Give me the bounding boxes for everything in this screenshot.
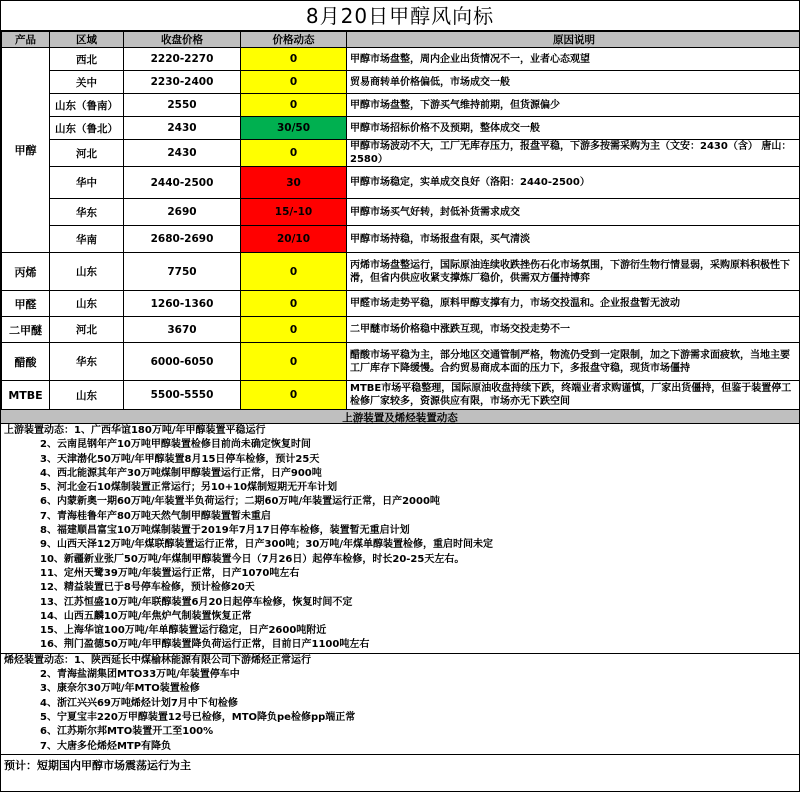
reason-cell: 贸易商转单价格偏低，市场成交一般 — [347, 71, 800, 94]
header-product: 产品 — [2, 32, 50, 48]
forecast-text: 预计：短期国内甲醇市场震荡运行为主 — [4, 758, 191, 772]
list-item: 11、定州天鹭39万吨/年装置运行正常，日产1070吨左右 — [40, 567, 300, 579]
section-title: 上游装置及烯烃装置动态 — [1, 410, 799, 424]
change-cell: 0 — [241, 140, 347, 167]
change-cell: 0 — [241, 71, 347, 94]
header-change: 价格动态 — [241, 32, 347, 48]
change-cell: 30 — [241, 167, 347, 199]
list-item: 3、天津渤化50万吨/年甲醇装置8月15日停车检修，预计25天 — [40, 453, 320, 465]
reason-cell: 甲醇市场招标价格不及预期，整体成交一般 — [347, 117, 800, 140]
header-reason: 原因说明 — [347, 32, 800, 48]
change-cell: 0 — [241, 48, 347, 71]
table-row — [2, 71, 800, 94]
price-cell: 2430 — [124, 117, 241, 140]
region-cell: 华中 — [50, 167, 124, 199]
upstream-list — [4, 424, 796, 653]
change-cell: 0 — [241, 317, 347, 343]
change-cell: 0 — [241, 291, 347, 317]
list-item: 10、新疆新业张厂50万吨/年煤制甲醇装置今日（7月26日）起停车检修，时长20-25天左右。 — [40, 553, 465, 565]
table-row — [2, 226, 800, 253]
list-item: 3、康奈尔30万吨/年MTO装置检修 — [40, 683, 200, 695]
list-item: 4、西北能源其年产30万吨煤制甲醇装置运行正常，日产900吨 — [40, 467, 322, 479]
region-cell: 关中 — [50, 71, 124, 94]
table-row — [2, 381, 800, 410]
list-item: 15、上海华谊100万吨/年单醇装置运行稳定，日产2600吨附近 — [40, 625, 327, 637]
price-table — [1, 31, 800, 410]
region-cell: 山东（鲁南） — [50, 94, 124, 117]
region-cell: 西北 — [50, 48, 124, 71]
table-row — [2, 291, 800, 317]
table-row — [2, 343, 800, 381]
price-cell: 7750 — [124, 253, 241, 291]
reason-cell: 甲醇市场买气好转，封低补货需求成交 — [347, 199, 800, 226]
price-cell: 3670 — [124, 317, 241, 343]
list-item-text: 1、广西华谊180万吨/年甲醇装置平稳运行 — [74, 425, 266, 436]
list-item: 8、福建顺昌富宝10万吨煤制装置于2019年7月17日停车检修，装置暂无重启计划 — [40, 525, 410, 537]
price-cell: 2230-2400 — [124, 71, 241, 94]
reason-cell: 甲醇市场持稳，市场报盘有限，买气清淡 — [347, 226, 800, 253]
price-cell: 2220-2270 — [124, 48, 241, 71]
list-item: 7、大唐多伦烯烃MTP有降负 — [40, 740, 172, 752]
list-item — [4, 424, 796, 438]
table-row — [2, 317, 800, 343]
region-cell: 山东（鲁北） — [50, 117, 124, 140]
reason-cell: 甲醇市场盘整，周内企业出货情况不一，业者心态观望 — [347, 48, 800, 71]
change-cell: 0 — [241, 381, 347, 410]
list-item: 5、宁夏宝丰220万甲醇装置12号已检修，MTO降负pe检修pp端正常 — [40, 711, 356, 723]
product-cell: 甲醇 — [2, 48, 50, 253]
reason-cell: 甲醇市场波动不大，工厂无库存压力，报盘平稳，下游多按需采购为主（文安：2430（含） 唐山：2580） — [347, 140, 800, 167]
region-cell: 河北 — [50, 140, 124, 167]
list-item: 6、江苏斯尔邦MTO装置开工至100% — [40, 726, 214, 738]
list-item: 16、荆门盈德50万吨/年甲醇装置降负荷运行正常，目前日产1100吨左右 — [40, 639, 370, 651]
reason-cell: 甲醇市场稳定，实单成交良好（洛阳：2440-2500） — [347, 167, 800, 199]
reason-cell: 丙烯市场盘整运行，国际原油连续收跌挫伤石化市场氛围，下游衍生物行情显弱，采购原料积极性下滑，但省内供应收紧支撑炼厂稳价，供需双方僵持博弈 — [347, 253, 800, 291]
section-label: 上游装置动态： — [4, 425, 74, 436]
list-item: 5、河北金石10煤制装置正常运行；另10+10煤制短期无开车计划 — [40, 482, 338, 494]
region-cell: 山东 — [50, 381, 124, 410]
change-cell: 0 — [241, 343, 347, 381]
product-cell: MTBE — [2, 381, 50, 410]
table-row — [2, 140, 800, 167]
region-cell: 华东 — [50, 343, 124, 381]
list-item: 2、云南昆钢年产10万吨甲醇装置检修目前尚未确定恢复时间 — [40, 439, 311, 451]
table-row — [2, 94, 800, 117]
price-cell: 6000-6050 — [124, 343, 241, 381]
product-cell: 丙烯 — [2, 253, 50, 291]
header-price: 收盘价格 — [124, 32, 241, 48]
change-cell: 30/50 — [241, 117, 347, 140]
product-cell: 甲醛 — [2, 291, 50, 317]
list-item: 4、浙江兴兴69万吨烯烃计划7月中下旬检修 — [40, 697, 238, 709]
price-cell: 1260-1360 — [124, 291, 241, 317]
region-cell: 河北 — [50, 317, 124, 343]
price-cell: 5500-5550 — [124, 381, 241, 410]
region-cell: 华南 — [50, 226, 124, 253]
price-table-body — [2, 48, 800, 410]
list-item: 13、江苏恒盛10万吨/年联醇装置6月20日起停车检修，恢复时间不定 — [40, 596, 353, 608]
upstream-notes — [1, 424, 799, 654]
reason-cell: 二甲醚市场价格稳中涨跌互现，市场交投走势不一 — [347, 317, 800, 343]
price-cell: 2690 — [124, 199, 241, 226]
list-item: 7、青海桂鲁年产80万吨天然气制甲醇装置暂未重启 — [40, 510, 271, 522]
price-cell: 2680-2690 — [124, 226, 241, 253]
price-cell: 2430 — [124, 140, 241, 167]
reason-cell: MTBE市场平稳整理，国际原油收盘持续下跌，终端业者求购谨慎，厂家出货僵持，但鉴于装置停工检修厂家较多，资源供应有限，市场亦无下跌空间 — [347, 381, 800, 410]
change-cell: 0 — [241, 94, 347, 117]
list-item: 6、内蒙新奥一期60万吨/年装置半负荷运行；二期60万吨/年装置运行正常，日产2000吨 — [40, 496, 440, 508]
region-cell: 华东 — [50, 199, 124, 226]
header-region: 区域 — [50, 32, 124, 48]
list-item-text: 1、陕西延长中煤榆林能源有限公司下游烯烃正常运行 — [74, 654, 311, 666]
table-row — [2, 48, 800, 71]
reason-cell: 醋酸市场平稳为主，部分地区交通管制严格，物流仍受到一定限制，加之下游需求面疲软，当地主要工厂库存下降缓慢。合约贸易商成本面的压力下，多报盘守稳，现货市场僵持 — [347, 343, 800, 381]
product-cell: 二甲醚 — [2, 317, 50, 343]
region-cell: 山东 — [50, 291, 124, 317]
list-item: 12、精益装置已于8号停车检修，预计检修20天 — [40, 582, 255, 594]
change-cell: 0 — [241, 253, 347, 291]
olefin-notes — [1, 654, 799, 755]
table-row — [2, 253, 800, 291]
section-label: 烯烃装置动态： — [4, 654, 74, 666]
list-item: 14、山西五麟10万吨/年焦炉气制装置恢复正常 — [40, 610, 252, 622]
reason-cell: 甲醛市场走势平稳，原料甲醇支撑有力，市场交投温和。企业报盘暂无波动 — [347, 291, 800, 317]
table-row — [2, 199, 800, 226]
change-cell: 15/-10 — [241, 199, 347, 226]
product-cell: 醋酸 — [2, 343, 50, 381]
reason-cell: 甲醇市场盘整，下游买气维持前期，但货源偏少 — [347, 94, 800, 117]
region-cell: 山东 — [50, 253, 124, 291]
table-header-row — [2, 32, 800, 48]
list-item — [4, 654, 796, 668]
price-cell: 2550 — [124, 94, 241, 117]
list-item: 9、山西天泽12万吨/年煤联醇装置运行正常，日产300吨；30万吨/年煤单醇装置检修，重启时间未定 — [40, 539, 493, 551]
page-title: 8月20日甲醇风向标 — [1, 1, 799, 31]
olefin-list — [4, 654, 796, 754]
list-item: 2、青海盐湖集团MTO33万吨/年装置停车中 — [40, 669, 240, 681]
table-row — [2, 117, 800, 140]
table-row — [2, 167, 800, 199]
price-cell: 2440-2500 — [124, 167, 241, 199]
change-cell: 20/10 — [241, 226, 347, 253]
